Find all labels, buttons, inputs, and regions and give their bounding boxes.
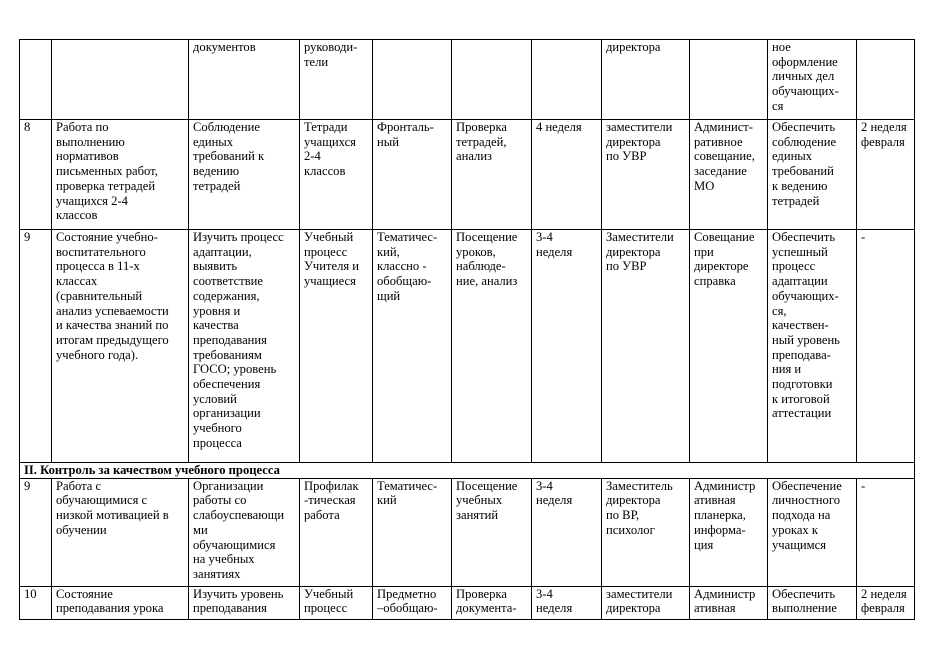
cell-number: 9 <box>20 478 52 586</box>
cell-object: Тетради учащихся 2-4 классов <box>300 120 373 230</box>
cell-date: 4 неделя <box>532 120 602 230</box>
cell-topic: Состояние учебно- воспитательного процесса в 11-х классах (сравнительный анализ успеваемости и качества знаний по итогам предыдущего учебного года). <box>52 230 189 463</box>
plan-table <box>19 39 915 620</box>
cell-object: Учебный процесс <box>300 586 373 619</box>
cell-goal: документов <box>189 40 300 120</box>
cell-result: Обеспечить соблюдение единых требований к ведению тетрадей <box>768 120 857 230</box>
cell-topic: Состояние преподавания урока <box>52 586 189 619</box>
cell-date: 3-4 неделя <box>532 586 602 619</box>
cell-number <box>20 40 52 120</box>
cell-topic <box>52 40 189 120</box>
cell-responsible: Заместитель директора по ВР, психолог <box>602 478 690 586</box>
cell-review: Совещание при директоре справка <box>690 230 768 463</box>
cell-object: руководи- тели <box>300 40 373 120</box>
cell-result: Обеспечить выполнение <box>768 586 857 619</box>
cell-deadline: 2 неделя февраля <box>857 586 915 619</box>
cell-object: Профилак -тическая работа <box>300 478 373 586</box>
cell-review: Администр ативная <box>690 586 768 619</box>
cell-control-type: Тематичес- кий, классно - обобщаю- щий <box>373 230 452 463</box>
table-row <box>20 230 915 463</box>
cell-result: Обеспечить успешный процесс адаптации обучающих- ся, качествен- ный уровень преподава- ния и подготовки к итоговой аттестации <box>768 230 857 463</box>
cell-review: Администр ативная планерка, информа- ция <box>690 478 768 586</box>
cell-topic: Работа с обучающимися с низкой мотивацией в обучении <box>52 478 189 586</box>
cell-number: 9 <box>20 230 52 463</box>
cell-review: Админист- ративное совещание, заседание МО <box>690 120 768 230</box>
cell-goal: Соблюдение единых требований к ведению тетрадей <box>189 120 300 230</box>
cell-deadline: 2 неделя февраля <box>857 120 915 230</box>
cell-date <box>532 40 602 120</box>
cell-control-type: Предметно –обобщаю- <box>373 586 452 619</box>
cell-result: Обеспечение личностного подхода на уроках к учащимся <box>768 478 857 586</box>
cell-responsible: директора <box>602 40 690 120</box>
table-row <box>20 586 915 619</box>
cell-date: 3-4 неделя <box>532 230 602 463</box>
cell-responsible: Заместители директора по УВР <box>602 230 690 463</box>
table-body <box>20 40 915 620</box>
cell-method: Посещение уроков, наблюде- ние, анализ <box>452 230 532 463</box>
cell-deadline: - <box>857 478 915 586</box>
cell-number: 10 <box>20 586 52 619</box>
table-row <box>20 120 915 230</box>
cell-method: Проверка тетрадей, анализ <box>452 120 532 230</box>
cell-goal: Организации работы со слабоуспевающи ми обучающимися на учебных занятиях <box>189 478 300 586</box>
cell-method: Проверка документа- <box>452 586 532 619</box>
cell-object: Учебный процесс Учителя и учащиеся <box>300 230 373 463</box>
cell-control-type: Тематичес- кий <box>373 478 452 586</box>
cell-result: ное оформление личных дел обучающих- ся <box>768 40 857 120</box>
table-row <box>20 40 915 120</box>
cell-method: Посещение учебных занятий <box>452 478 532 586</box>
cell-goal: Изучить уровень преподавания <box>189 586 300 619</box>
table-row <box>20 478 915 586</box>
cell-control-type: Фронталь- ный <box>373 120 452 230</box>
cell-goal: Изучить процесс адаптации, выявить соответствие содержания, уровня и качества преподавания требованиям ГОСО; уровень обеспечения условий организации учебного процесса <box>189 230 300 463</box>
cell-review <box>690 40 768 120</box>
cell-method <box>452 40 532 120</box>
cell-deadline <box>857 40 915 120</box>
cell-topic: Работа по выполнению нормативов письменных работ, проверка тетрадей учащихся 2-4 классов <box>52 120 189 230</box>
section-heading: II. Контроль за качеством учебного процесса <box>20 463 915 479</box>
cell-deadline: - <box>857 230 915 463</box>
cell-responsible: заместители директора по УВР <box>602 120 690 230</box>
cell-responsible: заместители директора <box>602 586 690 619</box>
cell-date: 3-4 неделя <box>532 478 602 586</box>
section-row <box>20 463 915 479</box>
cell-control-type <box>373 40 452 120</box>
cell-number: 8 <box>20 120 52 230</box>
